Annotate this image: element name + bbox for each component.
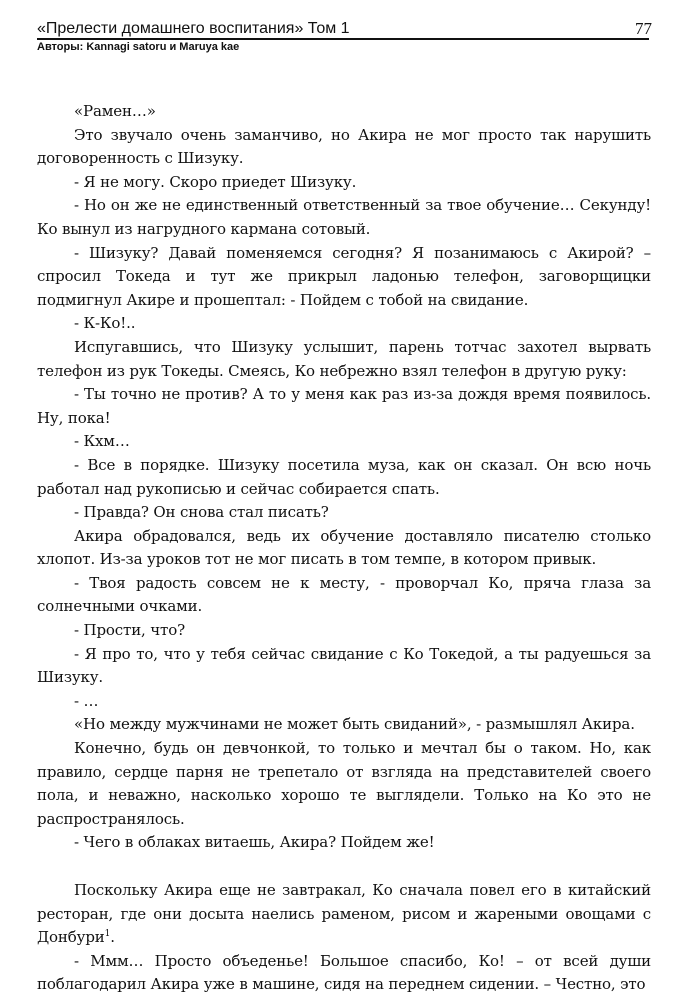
paragraph: - Прости, что? — [74, 621, 185, 640]
paragraph: - Чего в облаках витаешь, Акира? Пойдем же! — [74, 833, 435, 852]
paragraph: «Но между мужчинами не может быть свиданий», - размышлял Акира. — [74, 715, 635, 734]
paragraph: - Ммм… Просто объеденье! Большое спасибо, Ко! – от всей души поблагодарил Акира уже в машине, сидя на переднем сидении. – Честно, это — [37, 951, 651, 994]
running-header — [37, 20, 649, 53]
paragraph: - Правда? Он снова стал писать? — [74, 503, 329, 522]
paragraph: Это звучало очень заманчиво, но Акира не мог просто так нарушить договоренность с Шизуку. — [37, 125, 651, 168]
paragraph-with-footnote: Поскольку Акира еще не завтракал, Ко сначала повел его в китайский ресторан, где они досыта наелись раменом, рисом и жареными овощами с Донбури$^1$. — [37, 881, 651, 947]
paragraph: - Ты точно не против? А то у меня как раз из-за дождя время появилось. Ну, пока! — [37, 385, 651, 427]
paragraph: Акира обрадовался, ведь их обучение доставляло писателю столько хлопот. Из-за уроков тот не мог писать в том темпе, в котором привык. — [37, 526, 651, 569]
paragraph: Испугавшись, что Шизуку услышит, парень тотчас захотел вырвать телефон из рук Токеды. Смеясь, Ко небрежно взял телефон в другую руку: — [37, 337, 651, 380]
paragraph: - К-Ко!.. — [74, 314, 136, 333]
paragraph: - Я про то, что у тебя сейчас свидание с Ко Токедой, а ты радуешься за Шизуку. — [37, 644, 651, 687]
paragraph: - Твоя радость совсем не к месту, - проворчал Ко, пряча глаза за солнечными очками. — [37, 573, 651, 616]
authors-line: Авторы: Kannagi satoru и Maruya kae — [37, 41, 240, 53]
header-rule — [37, 38, 649, 40]
paragraph: - … — [74, 691, 99, 710]
paragraph: - Но он же не единственный ответственный за твое обучение… Секунду! Ко вынул из нагрудного кармана сотовый. — [37, 196, 651, 238]
paragraph: - Кхм… — [74, 432, 130, 451]
paragraph-text: Поскольку Акира еще не завтракал, Ко сначала повел его в китайский ресторан, где они досыта наелись раменом, рисом и жареными овощами с Донбури — [37, 881, 651, 947]
paragraph: - Все в порядке. Шизуку посетила муза, как он сказал. Он всю ночь работал над рукописью и сейчас собирается спать. — [37, 455, 651, 498]
paragraph: - Шизуку? Давай поменяемся сегодня? Я позанимаюсь с Акирой? – спросил Токеда и тут же прикрыл ладонью телефон, заговорщицки подмигнул Акире и прошептал: - Пойдем с тобой на свидание. — [37, 243, 651, 309]
body-text — [37, 100, 651, 997]
book-title: «Прелести домашнего воспитания» Том 1 — [37, 20, 350, 37]
paragraph: - Я не могу. Скоро приедет Шизуку. — [74, 172, 357, 191]
paragraph: Конечно, будь он девчонкой, то только и мечтал бы о таком. Но, как правило, сердце парня не трепетало от взгляда на представителей своего пола, и неважно, насколько хорошо те выглядели. Только на Ко это не распространялось. — [37, 739, 651, 828]
footnote-marker: 1 — [104, 929, 111, 940]
page-number: 77 — [635, 19, 652, 38]
paragraph: «Рамен…» — [74, 102, 156, 120]
